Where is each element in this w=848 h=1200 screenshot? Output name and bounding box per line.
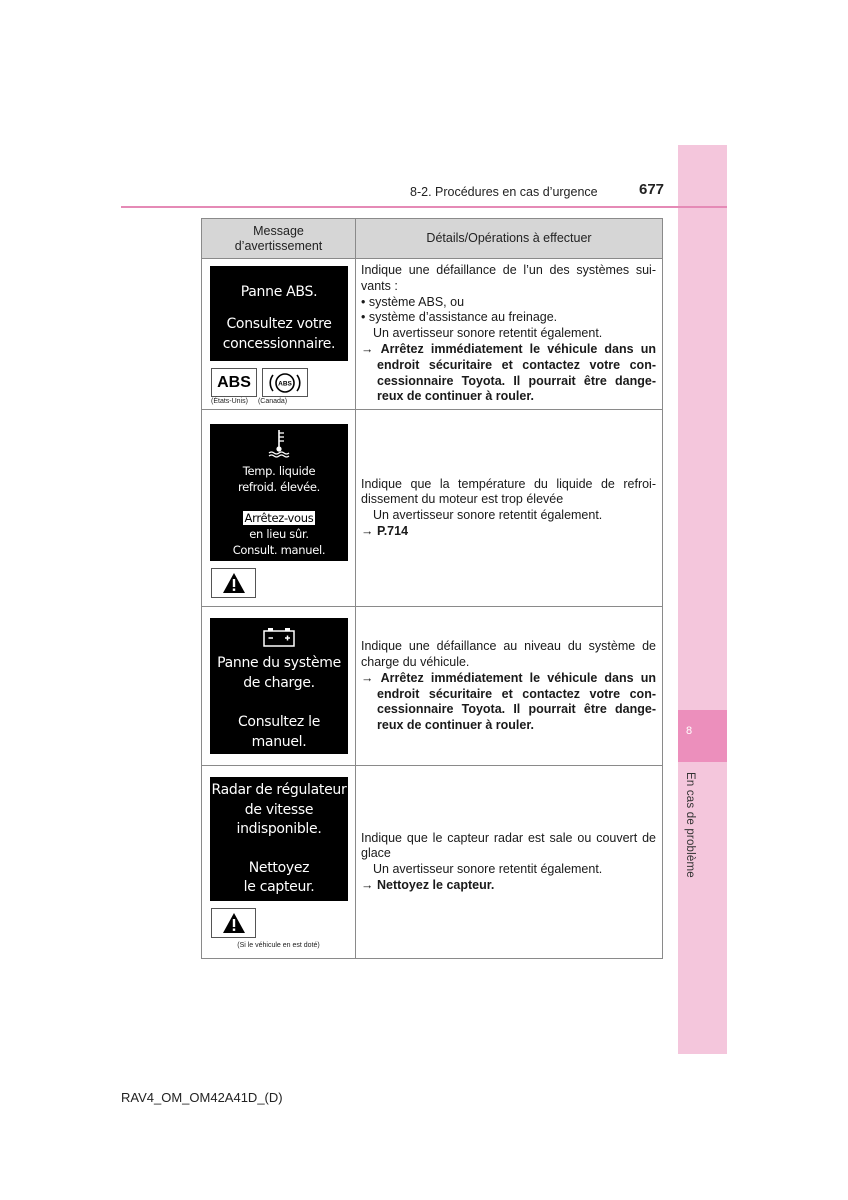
optional-equipment-note: (Si le véhicule en est doté)	[237, 942, 320, 950]
display-line: Radar de régulateur	[211, 782, 347, 799]
chapter-side-tab	[678, 145, 727, 1054]
document-code: RAV4_OM_OM42A41D_(D)	[121, 1090, 283, 1105]
table-row	[202, 766, 663, 959]
warning-triangle-icon	[211, 568, 256, 598]
details-cell	[356, 259, 663, 410]
arrow-icon: →	[361, 877, 377, 892]
detail-buzzer: Un avertisseur sonore retentit également.	[373, 326, 603, 341]
warning-display	[210, 618, 348, 754]
action-text: Arrêtez immédiatement le véhicule dans un endroit sécuritaire et contactez votre con-cessionnaire Toyota. Il pourrait être dange-reux de continuer à rouler.	[377, 341, 656, 404]
detail-action	[361, 671, 656, 734]
display-line: refroid. élevée.	[237, 480, 321, 495]
page-number: 677	[639, 181, 665, 198]
detail-intro: Indique que le capteur radar est sale ou couvert de glace	[361, 830, 656, 861]
warning-display	[210, 266, 348, 361]
display-line: Panne du système	[217, 655, 341, 672]
detail-bullet: • système ABS, ou	[361, 294, 465, 309]
column-header-message: Message d’avertissement	[202, 219, 356, 259]
abs-circle-icon	[262, 368, 308, 397]
table-row	[202, 607, 663, 766]
display-line: manuel.	[251, 734, 307, 751]
display-line: le capteur.	[243, 879, 315, 896]
display-line: concessionnaire.	[222, 336, 336, 352]
warning-triangle-icon	[211, 908, 256, 938]
warning-table	[201, 218, 663, 959]
table-row	[202, 259, 663, 410]
abs-circle-label: ABS	[278, 380, 292, 387]
detail-intro: Indique une défaillance au niveau du système de charge du véhicule.	[361, 639, 656, 669]
action-text: Arrêtez immédiatement le véhicule dans un endroit sécuritaire et contactez votre con-cessionnaire Toyota. Il pourrait être dange-reux de continuer à rouler.	[377, 670, 656, 733]
display-line: Temp. liquide	[242, 464, 316, 479]
detail-bullet: • système d’assistance au freinage.	[361, 310, 558, 325]
column-header-details: Détails/Opérations à effectuer	[356, 219, 663, 259]
detail-intro: Indique que la température du liquide de refroi-dissement du moteur est trop élevée	[361, 476, 656, 507]
message-cell	[202, 259, 356, 410]
section-title: 8-2. Procédures en cas d’urgence	[410, 185, 598, 199]
arrow-icon: →	[361, 670, 381, 685]
display-line: en lieu sûr.	[249, 527, 309, 542]
detail-action	[361, 524, 656, 540]
detail-buzzer: Un avertisseur sonore retentit également.	[373, 508, 603, 523]
page-reference-link[interactable]: P.714	[376, 523, 409, 538]
message-cell	[202, 410, 356, 607]
detail-action	[361, 342, 656, 405]
chapter-label: En cas de problème	[684, 772, 696, 878]
coolant-temperature-icon	[266, 428, 292, 458]
details-cell	[356, 410, 663, 607]
header-rule	[121, 206, 727, 208]
chapter-number: 8	[685, 725, 693, 737]
caption-canada: (Canada)	[257, 398, 288, 405]
display-line: Consultez votre	[226, 316, 332, 332]
display-line: Panne ABS.	[240, 284, 318, 300]
abs-text-icon: ABS	[211, 368, 257, 397]
arrow-icon: →	[361, 341, 381, 356]
display-line: Nettoyez	[248, 859, 310, 876]
detail-buzzer: Un avertisseur sonore retentit également.	[373, 862, 603, 877]
indicator-icons	[211, 368, 355, 397]
display-line-highlight: Arrêtez-vous	[244, 511, 314, 526]
detail-intro: Indique une défaillance de l’un des systèmes sui-vants :	[361, 263, 656, 293]
table-row	[202, 410, 663, 607]
warning-display	[210, 777, 348, 901]
message-cell	[202, 607, 356, 766]
display-line: Consult. manuel.	[232, 543, 326, 558]
display-line: Consultez le	[237, 714, 321, 731]
action-text: Nettoyez le capteur.	[376, 877, 495, 892]
details-cell	[356, 766, 663, 959]
detail-action	[361, 878, 656, 894]
arrow-icon: →	[361, 523, 377, 538]
display-line: de vitesse	[244, 801, 314, 818]
caption-usa: (États-Unis)	[211, 398, 248, 405]
warning-display	[210, 424, 348, 561]
display-line: de charge.	[243, 675, 315, 692]
display-line: indisponible.	[236, 821, 322, 838]
message-cell	[202, 766, 356, 959]
icon-captions	[211, 398, 355, 405]
battery-icon	[262, 626, 296, 648]
details-cell	[356, 607, 663, 766]
table-header-row	[202, 219, 663, 259]
